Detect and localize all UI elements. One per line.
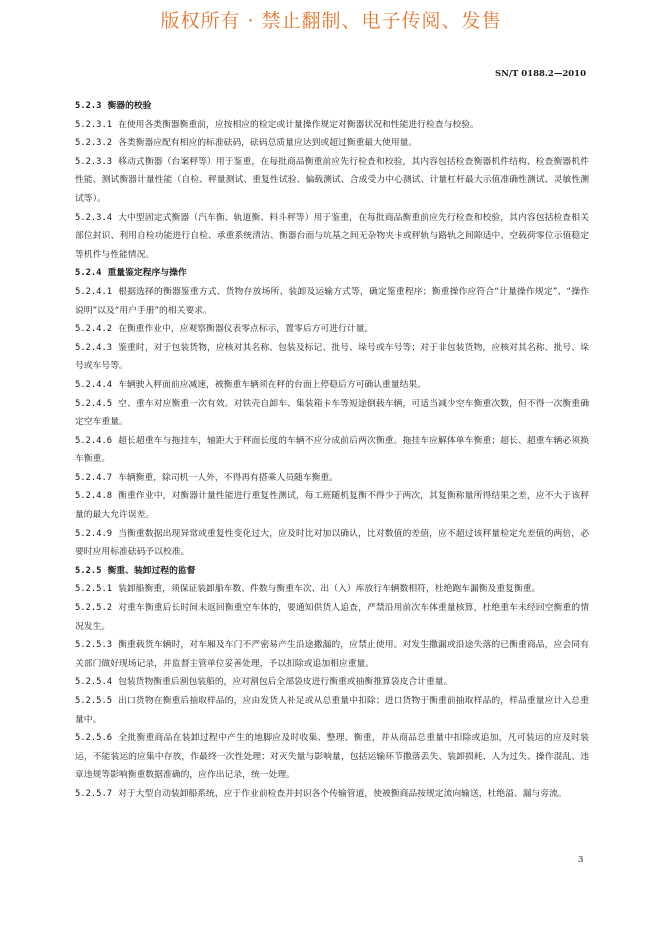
clause-paragraph [75,283,589,320]
clause-paragraph [75,432,589,469]
clause-number: 5.2.5.3 [75,640,113,651]
clause-number: 5.2.4.9 [75,528,113,539]
clause-text: 全批衡重商品在装卸过程中产生的地脚应及时收集、整理、衡重，并从商品总重量中扣除或追加，凡可装运的应及时装运，不能装运的应集中存放，作最终一次性处理；对灭失量与影响量，包括运输环节撒落丢失、装卸损耗、人为过失、操作混乱、违章违规等影响衡重数据准确的，应作出记录，统一处理。 [75,733,589,781]
clause-text: 当衡重数据出现异常或重复性变化过大，应及时比对加以确认，比对数值的差值，应不超过该秤量检定允差值的两倍，必要时应用标准砝码予以校准。 [75,528,589,558]
clause-text: 大中型固定式衡器（汽车衡、轨道衡、料斗秤等）用于鉴重，在每批商品衡重前应先行检查和校验，其内容包括检查相关部位封识、利用自检功能进行自检、承重系统清洁、衡器台面与坑基之间无杂物夹卡或秤轨与路轨之间隙适中、空载荷零位示值稳定等机件与性能情况。 [75,212,589,260]
clause-paragraph [75,580,589,599]
clause-number: 5.2.4.4 [75,379,113,390]
clause-paragraph [75,134,589,153]
clause-text: 衡重载货车辆时，对车厢及车门不严密易产生沿途撒漏的，应禁止使用。对发生撒漏或沿途失落的已衡重商品，应会同有关部门做好现场记录，并监督主管单位妥善处理，予以扣除或追加相应重量。 [75,640,589,669]
clause-paragraph [75,487,589,524]
clause-paragraph [75,673,589,692]
clause-text: 在衡重作业中，应观察衡器仪表零点标示，置零后方可进行计量。 [118,324,374,335]
clause-number: 5.2.4.6 [75,435,113,446]
clause-paragraph [75,339,589,376]
clause-number: 5.2.5 [75,565,102,576]
clause-text: 在使用各类衡器衡重前，应按相应的检定或计量操作规定对衡器状况和性能进行检查与校验。 [118,119,479,130]
heading-text: 衡重、装卸过程的监督 [107,565,196,576]
section-heading [75,264,589,283]
clause-paragraph [75,692,589,729]
clause-text: 鉴重时，对于包装货物，应核对其名称、包装及标记、批号、垛号或车号等；对于非包装货物，应核对其名称、批号、垛号或车号等。 [75,342,589,372]
heading-text: 衡器的校验 [107,101,152,111]
clause-number: 5.2.4.8 [75,491,113,502]
clause-number: 5.2.4.5 [75,398,113,409]
clause-number: 5.2.5.6 [75,733,113,744]
clause-text: 移动式衡器（台案秤等）用于鉴重，在每批商品衡重前应先行检查和校验，其内容包括检查衡器机件结构、检查衡器机件性能、测试衡器计量性能（自检、秤量测试、重复性试验、偏载测试、合成受力中心测试、计量杠杆最大示值准确性测试、灵敏性测试等）。 [75,156,589,204]
clause-text: 包装货物衡重后割包装船的，应对割包后全部袋皮进行衡重或抽衡推算袋皮合计重量。 [118,677,453,688]
clause-number: 5.2.5.2 [75,603,113,614]
clause-paragraph [75,469,589,488]
clause-number: 5.2.3 [75,101,102,111]
clause-paragraph [75,116,589,135]
clause-number: 5.2.4.2 [75,324,113,335]
clause-text: 车辆衡重，除司机一人外，不得再有搭乘人员随车衡重。 [118,472,339,483]
clause-number: 5.2.4.7 [75,472,113,483]
clause-number: 5.2.5.5 [75,696,113,706]
section-heading [75,562,589,581]
heading-text: 重量鉴定程序与操作 [107,268,187,279]
clause-text: 空、重车对应衡重一次有效。对铁壳自卸车、集装箱卡车等短途倒载车辆，可适当减少空车衡重次数，但不得一次衡重确定空车重量。 [75,398,589,428]
clause-text: 出口货物在衡重后抽取样品的，应由发货人补足或从总重量中扣除；进口货物于衡重前抽取样品的，样品重量应计入总重量中。 [75,696,589,725]
clause-number: 5.2.4.1 [75,286,113,297]
clause-paragraph [75,729,589,785]
clause-number: 5.2.4.3 [75,342,113,353]
clause-number: 5.2.3.4 [75,212,113,223]
document-body [75,97,589,804]
clause-number: 5.2.3.1 [75,119,113,130]
clause-text: 车辆驶入秤面前应减速，被衡重车辆须在秤的台面上停稳后方可确认重量结果。 [118,379,426,390]
clause-paragraph [75,209,589,265]
document-id: SN/T 0188.2—2010 [495,69,586,79]
clause-paragraph [75,153,589,209]
clause-text: 衡重作业中，对衡器计量性能进行重复性测试，每工班随机复衡不得少于两次，其复衡称量所得结果之差，应不大于该秤量的最大允许误差。 [75,491,589,521]
clause-text: 各类衡器应配有相应的标准砝码，砝码总质量应达到或超过衡重最大使用量。 [118,138,418,149]
clause-paragraph [75,525,589,562]
clause-number: 5.2.5.7 [75,788,113,799]
clause-paragraph [75,785,589,804]
section-heading [75,97,589,116]
clause-number: 5.2.5.4 [75,677,113,688]
clause-text: 对于大型自动装卸船系统，应于作业前检查并封识各个传输管道，使被衡商品按规定流向输送，杜绝溢、漏与旁流。 [118,788,567,799]
clause-text: 装卸船衡重，须保证装卸船车数、件数与衡重车次、出（入）库放行车辆数相符，杜绝跑车漏衡及重复衡重。 [118,584,541,595]
clause-number: 5.2.4 [75,268,102,279]
clause-paragraph [75,599,589,636]
clause-text: 超长超重车与拖挂车，轴距大于秤面长度的车辆不应分成前后两次衡重。拖挂车应解体单车衡重；超长、超重车辆必须换车衡重。 [75,435,589,465]
clause-paragraph [75,395,589,432]
clause-number: 5.2.3.2 [75,138,113,149]
clause-paragraph [75,636,589,673]
clause-text: 对重车衡重后长时间未返回衡重空车体的，要通知供货人追查，严禁沿用前次车体重量核算，杜绝重车未经回空衡重的情况发生。 [75,603,589,632]
clause-text: 根据选择的衡器鉴重方式、货物存放场所、装卸及运输方式等，确定鉴重程序；衡重操作应符合“计量操作规定”、“操作说明”以及“用户手册”的相关要求。 [75,286,589,316]
clause-paragraph [75,320,589,339]
clause-number: 5.2.5.1 [75,584,113,595]
clause-paragraph [75,376,589,395]
page-number: 3 [578,855,584,865]
clause-number: 5.2.3.3 [75,156,113,167]
watermark-banner: 版权所有 · 禁止翻制、电子传阅、发售 [160,10,502,32]
